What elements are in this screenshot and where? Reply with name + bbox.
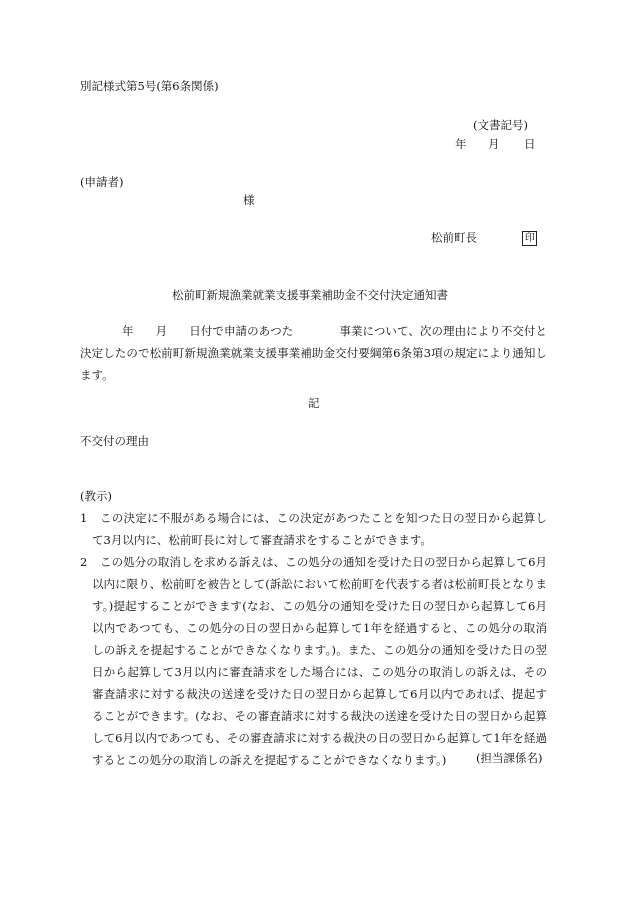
document-code: (文書記号) [473,118,528,132]
department-label: (担当課係名) [476,751,543,765]
instruction-number: 1 [80,511,88,525]
date-month: 月 [488,137,500,151]
list-item [80,507,547,551]
issuer-name: 松前町長 [431,230,477,245]
applicant-label: (申請者) [80,175,124,189]
body-rest: 事業について、次の理由により不交付と決定したので松前町新規漁業就業支援事業補助金交付要綱第6条第3項の規定により通知します。 [80,324,547,382]
instruction-list [80,507,547,771]
list-item [80,551,547,771]
body-month: 月 [155,324,168,338]
issuer-line [431,231,537,246]
instruction-text: この処分の取消しを求める訴えは、この処分の通知を受けた日の翌日から起算して6月以内に限り、松前町を被告として(訴訟において松前町を代表する者は松前町長となります。)提起することができます(なお、この処分の通知を受けた日の翌日から起算して6月以内であつても、この処分の日の翌日から起算して1年を経過すると、この処分の取消しの訴えを提起することができなくなります。)。また、この処分の通知を受けた日の翌日から起算して3月以内に審査請求をした場合には、この処分の取消しの訴えは、その審査請求に対する裁決の送達を受けた日の翌日から起算して6月以内であれば、提起することができます。(なお、その審査請求に対する裁決の送達を受けた日の翌日から起算して6月以内であつても、その審査請求に対する裁決の日の翌日から起算して1年を経過するとこの処分の取消しの訴えを提起することができなくなります。) [92,555,547,767]
date-day: 日 [524,137,536,151]
body-year: 年 [122,324,134,338]
instruction-label: (教示) [80,489,112,503]
reason-label: 不交付の理由 [80,434,149,448]
form-number: 別記様式第5号(第6条関係) [80,79,219,93]
body-day-text: 日付で申請のあつた [189,324,294,338]
instruction-text: この決定に不服がある場合には、この決定があつたことを知つた日の翌日から起算して3月以内に、松前町長に対して審査請求をすることができます。 [92,511,547,547]
seal-mark: 印 [522,231,537,246]
document-title: 松前町新規漁業就業支援事業補助金不交付決定通知書 [172,288,448,302]
honorific: 様 [243,193,255,207]
ki-heading: 記 [308,396,320,410]
date-year: 年 [455,137,467,151]
notice-body [80,320,547,386]
instruction-number: 2 [80,555,88,569]
